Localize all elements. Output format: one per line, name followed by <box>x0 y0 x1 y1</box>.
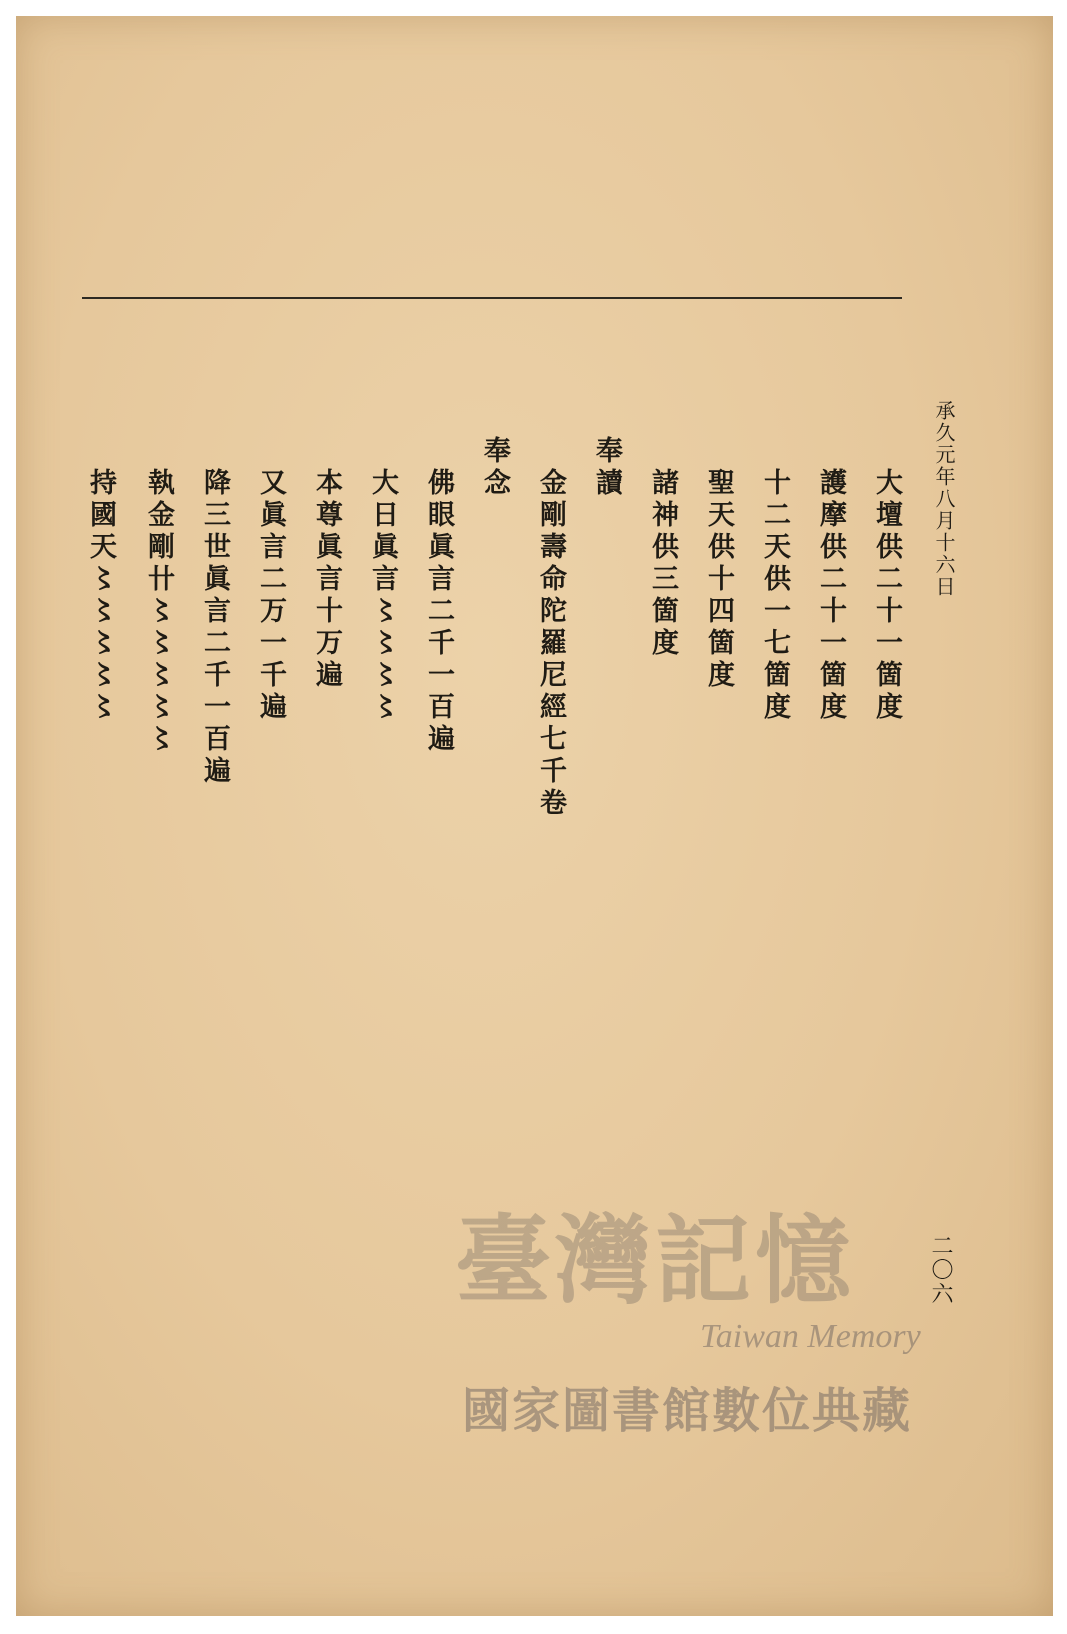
text-column-5: 諸神供三箇度 <box>647 468 678 660</box>
text-column-9: 本尊眞言十万遍 <box>311 468 342 692</box>
text-column-6: 金剛壽命陀羅尼經七千卷 <box>535 468 566 820</box>
watermark-library: 國家圖書館數位典藏 <box>462 1383 913 1439</box>
page-number: 二〇六 <box>928 1234 953 1306</box>
text-column-1: 大壇供二十一箇度 <box>871 468 902 724</box>
text-column-8: 大日眞言〻〻〻〻 <box>367 468 398 724</box>
horizontal-rule <box>82 297 902 299</box>
heading-column-1: 奉讀 <box>591 436 622 500</box>
text-column-11: 降三世眞言二千一百遍 <box>199 468 230 788</box>
heading-column-2: 奉念 <box>479 436 510 500</box>
text-column-3: 十二天供一七箇度 <box>759 468 790 724</box>
text-column-13: 持國天〻〻〻〻〻 <box>85 468 116 724</box>
text-column-7: 佛眼眞言二千一百遍 <box>423 468 454 756</box>
watermark-subtitle: Taiwan Memory <box>700 1318 921 1355</box>
watermark-title: 臺灣記憶 <box>455 1204 855 1317</box>
date-line: 承久元年八月十六日 <box>932 400 956 598</box>
text-column-12: 執金剛卄〻〻〻〻〻 <box>143 468 174 756</box>
text-column-10: 又眞言二万一千遍 <box>255 468 286 724</box>
text-column-2: 護摩供二十一箇度 <box>815 468 846 724</box>
text-column-4: 聖天供十四箇度 <box>703 468 734 692</box>
